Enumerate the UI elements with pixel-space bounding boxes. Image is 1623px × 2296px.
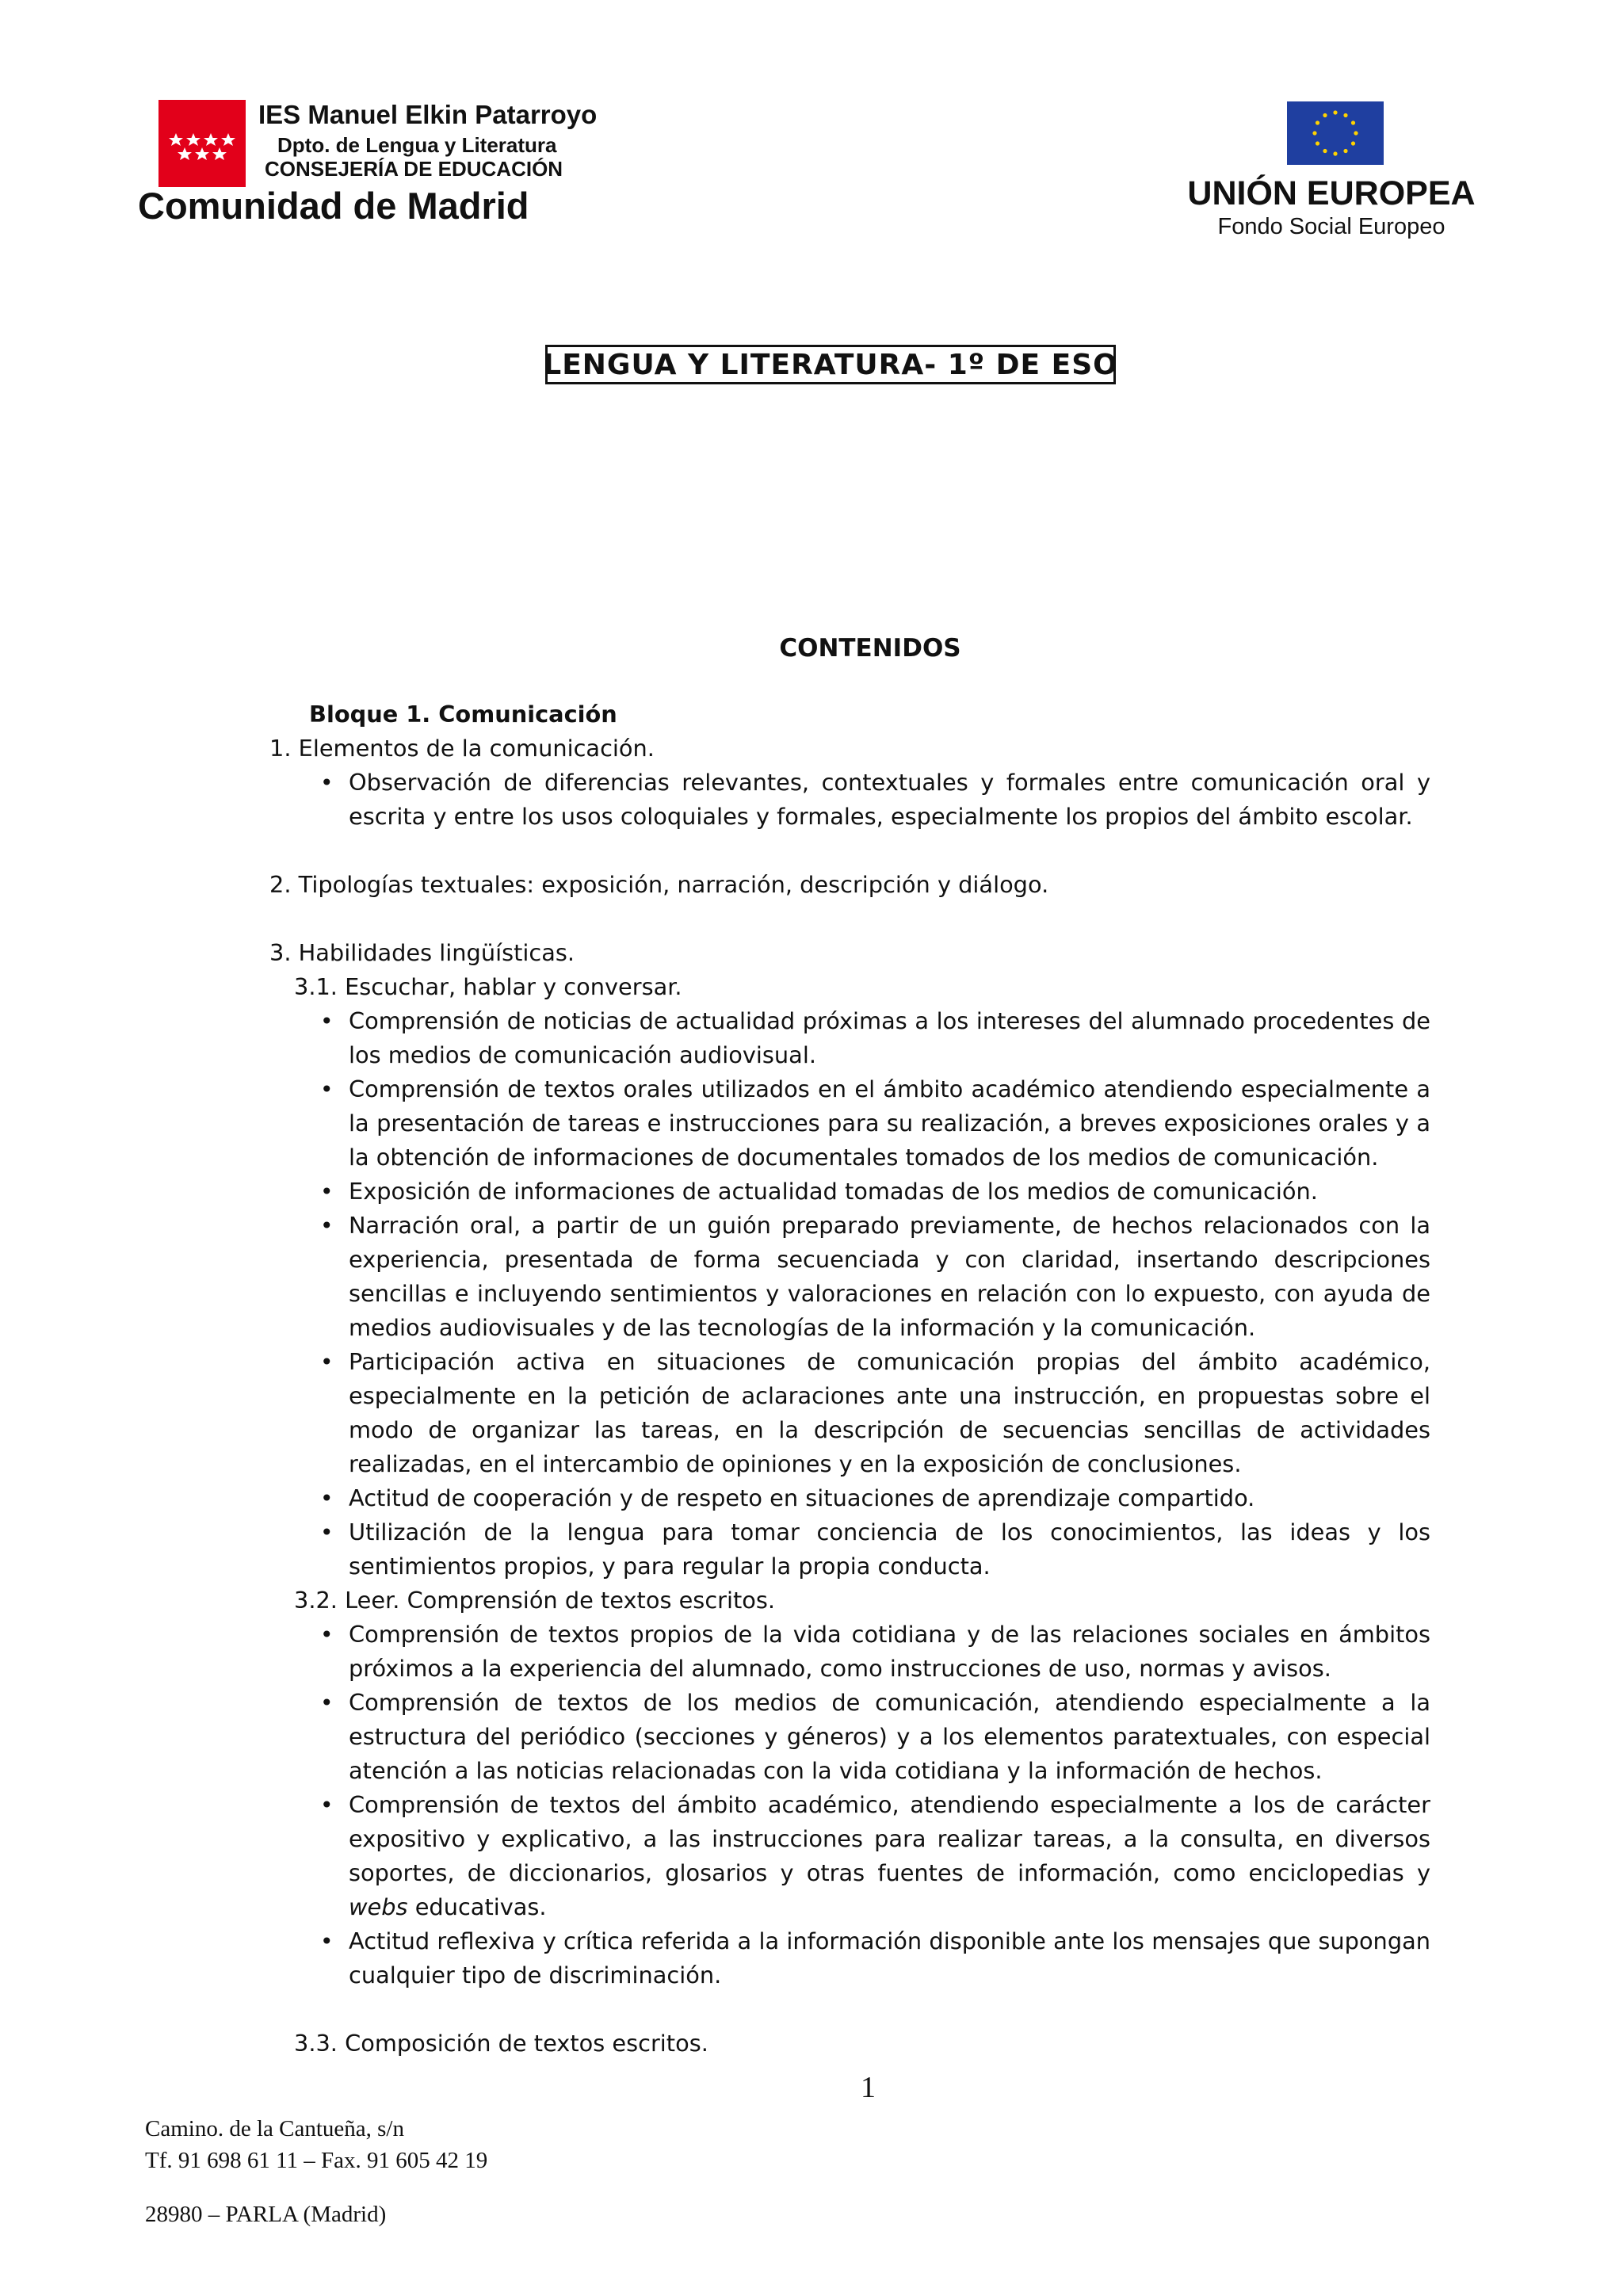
eu-subtitle: Fondo Social Europeo [1217, 214, 1445, 239]
footer-phone: Tf. 91 698 61 11 – Fax. 91 605 42 19 [145, 2148, 488, 2173]
consejeria-name: CONSEJERÍA DE EDUCACIÓN [265, 157, 563, 181]
comunidad-madrid-flag [158, 100, 246, 187]
page-number: 1 [861, 2071, 876, 2104]
department-name: Dpto. de Lengua y Literatura [277, 133, 557, 157]
region-name: Comunidad de Madrid [138, 185, 529, 227]
footer-address: Camino. de la Cantueña, s/n [145, 2116, 404, 2141]
eu-stars-icon [1287, 101, 1384, 165]
subsection-3-2-label: 3.2. Leer. Comprensión de textos escritos. [294, 1587, 776, 1614]
footer-city: 28980 – PARLA (Madrid) [145, 2202, 387, 2227]
list-item-text: Comprensión de textos del ámbito académico, atendiendo especialmente a los de carácter expositivo y explicativo, a las instrucciones para realizar tareas, a la consulta, en diversos soportes, de diccionarios, glosarios y otras fuentes de información, como enciclopedias y [349, 1791, 1430, 1886]
list-item-tail: educativas. [414, 1893, 547, 1920]
list-item: • Comprensión de textos propios de la vida cotidiana y de las relaciones sociales en ámbitos próximos a la experiencia del alumnado, como instrucciones de uso, normas y avisos. [269, 1618, 1430, 1686]
list-item: • Comprensión de textos de los medios de comunicación, atendiendo especialmente a la estructura del periódico (secciones y géneros) y a los elementos paratextuales, con especial atención a las noticias relacionadas con la vida cotidiana y la información de hechos. [269, 1686, 1430, 1788]
eu-title: UNIÓN EUROPEA [1187, 174, 1476, 212]
section-1-label: 1. Elementos de la comunicación. [269, 735, 655, 762]
document-body [269, 697, 1430, 2061]
document-title: LENGUA Y LITERATURA- 1º DE ESO [545, 345, 1116, 384]
subsection-3-3-label: 3.3. Composición de textos escritos. [294, 2030, 708, 2057]
list-item: • Participación activa en situaciones de comunicación propias del ámbito académico, especialmente en la petición de aclaraciones ante una instrucción, en propuestas sobre el modo de organizar las tareas, en la descripción de secuencias sencillas de actividades realizadas, en el intercambio de opiniones y en la exposición de conclusiones. [269, 1345, 1430, 1481]
list-item: • Actitud reflexiva y crítica referida a la información disponible ante los mensajes que supongan cualquier tipo de discriminación. [269, 1924, 1430, 1992]
section-3-label: 3. Habilidades lingüísticas. [269, 939, 575, 966]
school-name: IES Manuel Elkin Patarroyo [258, 100, 598, 129]
list-item: • Narración oral, a partir de un guión preparado previamente, de hechos relacionados con la experiencia, presentada de forma secuenciada y con claridad, insertando descripciones sencillas e incluyendo sentimientos y valoraciones en relación con lo expuesto, con ayuda de medios audiovisuales y de las tecnologías de la información y la comunicación. [269, 1209, 1430, 1345]
list-item: • Actitud de cooperación y de respeto en situaciones de aprendizaje compartido. [269, 1481, 1430, 1515]
list-item: • Comprensión de noticias de actualidad próximas a los intereses del alumnado procedentes de los medios de comunicación audiovisual. [269, 1004, 1430, 1072]
list-item [269, 1788, 1430, 1924]
list-item-emphasis: webs [349, 1893, 408, 1920]
subsection-3-1-list [269, 1004, 1430, 1584]
eu-flag [1287, 101, 1384, 165]
section-1-list [269, 766, 1430, 834]
list-item: • Comprensión de textos orales utilizados en el ámbito académico atendiendo especialmente a la presentación de tareas e instrucciones para su realización, a breves exposiciones orales y a la obtención de informaciones de documentales tomados de los medios de comunicación. [269, 1072, 1430, 1175]
subsection-3-1-label: 3.1. Escuchar, hablar y conversar. [294, 973, 682, 1000]
block-title: Bloque 1. Comunicación [309, 701, 617, 728]
madrid-stars-icon [158, 100, 246, 187]
subsection-3-2-list [269, 1618, 1430, 1992]
list-item: • Exposición de informaciones de actualidad tomadas de los medios de comunicación. [269, 1175, 1430, 1209]
contents-heading: CONTENIDOS [779, 634, 961, 663]
list-item: • Observación de diferencias relevantes, contextuales y formales entre comunicación oral y escrita y entre los usos coloquiales y formales, especialmente los propios del ámbito escolar. [269, 766, 1430, 834]
section-2-label: 2. Tipologías textuales: exposición, narración, descripción y diálogo. [269, 871, 1049, 898]
list-item: • Utilización de la lengua para tomar conciencia de los conocimientos, las ideas y los sentimientos propios, y para regular la propia conducta. [269, 1515, 1430, 1584]
